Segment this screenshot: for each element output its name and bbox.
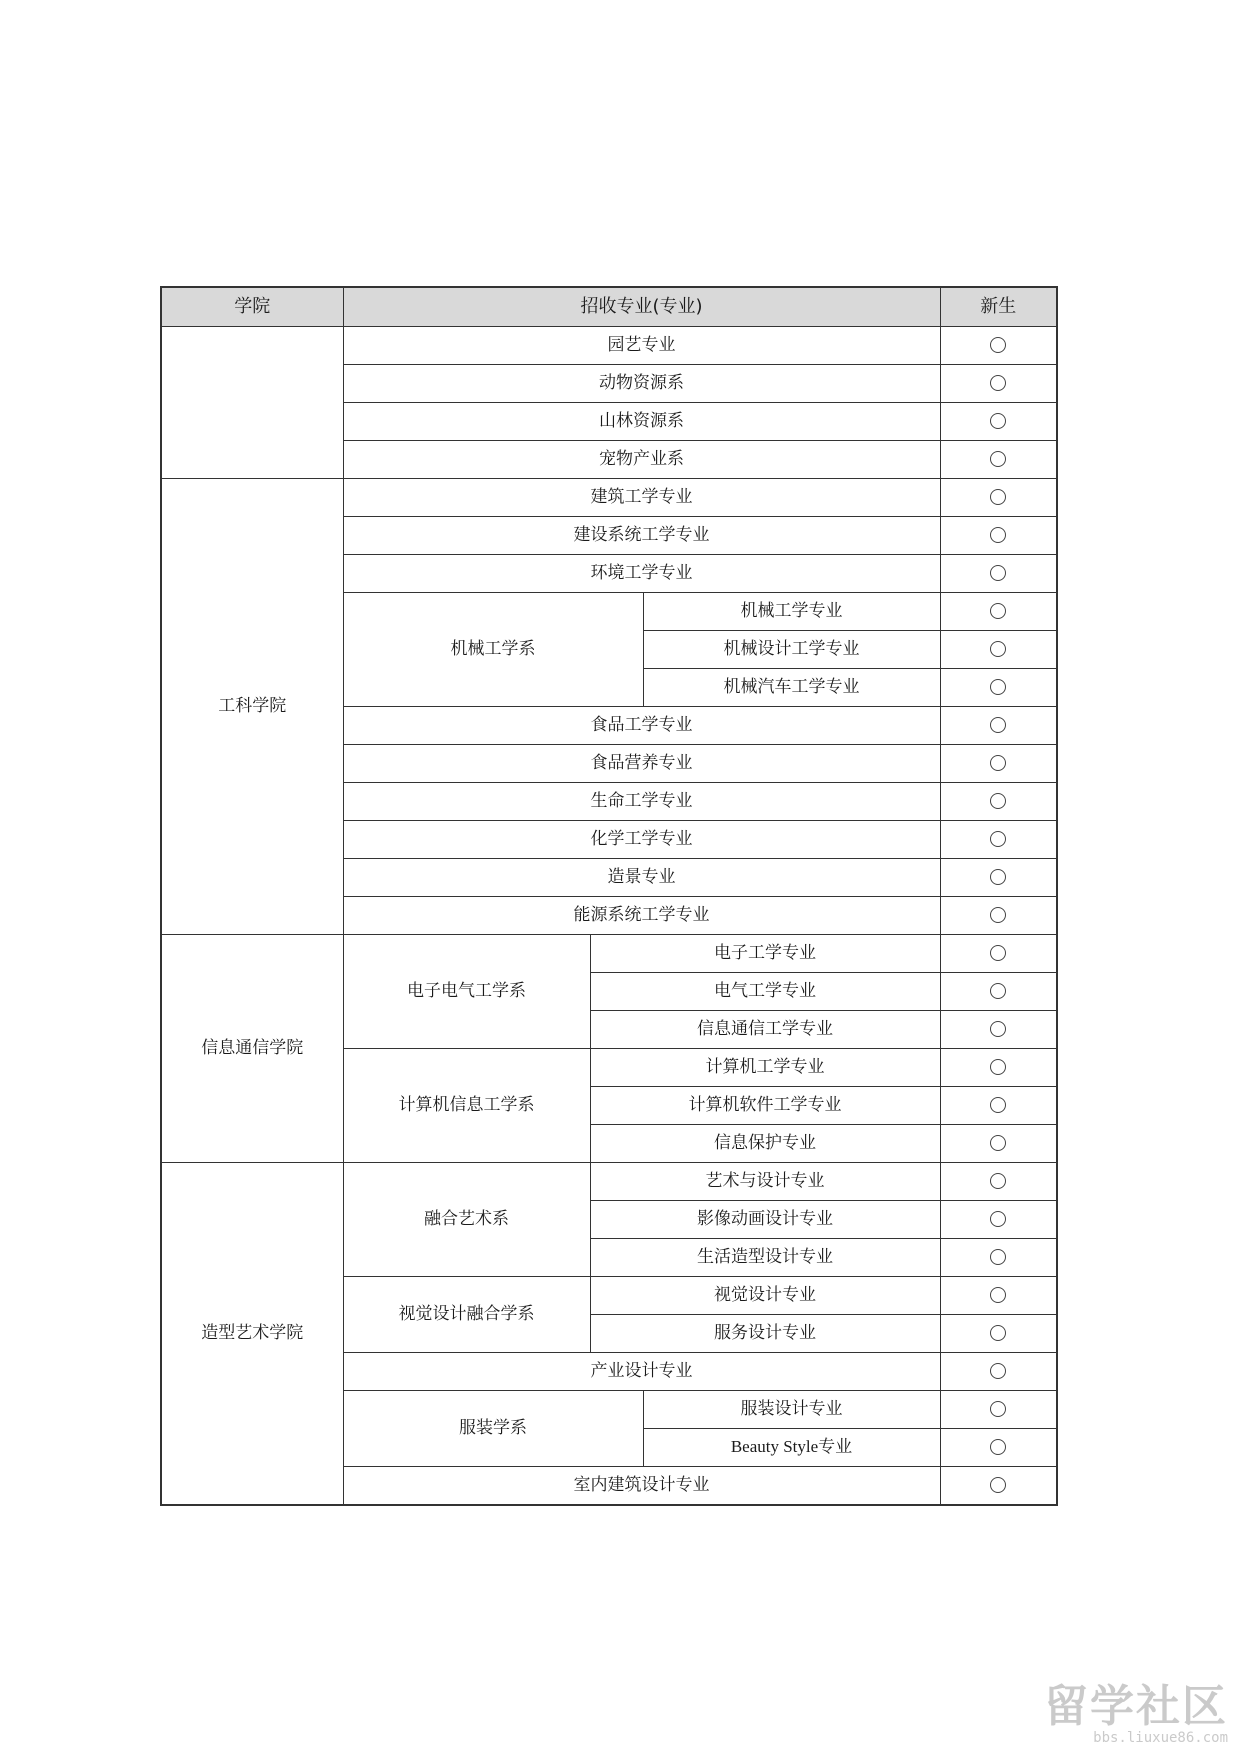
circle-mark-icon xyxy=(990,1439,1006,1455)
table-row xyxy=(161,1163,1057,1201)
header-college: 学院 xyxy=(161,287,343,327)
freshman-cell xyxy=(940,327,1057,365)
freshman-cell xyxy=(940,1201,1057,1239)
major-cell: 环境工学专业 xyxy=(343,555,940,593)
circle-mark-icon xyxy=(990,1135,1006,1151)
major-cell: 服装设计专业 xyxy=(643,1391,940,1429)
major-cell: 产业设计专业 xyxy=(343,1353,940,1391)
circle-mark-icon xyxy=(990,413,1006,429)
department-cell: 机械工学系 xyxy=(343,593,643,707)
circle-mark-icon xyxy=(990,375,1006,391)
freshman-cell xyxy=(940,1239,1057,1277)
circle-mark-icon xyxy=(990,1211,1006,1227)
circle-mark-icon xyxy=(990,717,1006,733)
college-cell: 工科学院 xyxy=(161,479,343,935)
major-latin-text: Beauty Style xyxy=(730,1437,819,1457)
major-cell: 生命工学专业 xyxy=(343,783,940,821)
department-cell: 融合艺术系 xyxy=(343,1163,590,1277)
circle-mark-icon xyxy=(990,565,1006,581)
major-cell: 食品工学专业 xyxy=(343,707,940,745)
freshman-cell xyxy=(940,593,1057,631)
department-cell: 服装学系 xyxy=(343,1391,643,1467)
header-row xyxy=(161,287,1057,327)
circle-mark-icon xyxy=(990,489,1006,505)
circle-mark-icon xyxy=(990,1401,1006,1417)
major-cell: 信息通信工学专业 xyxy=(590,1011,940,1049)
header-freshman: 新生 xyxy=(940,287,1057,327)
circle-mark-icon xyxy=(990,907,1006,923)
major-cell: 室内建筑设计专业 xyxy=(343,1467,940,1506)
circle-mark-icon xyxy=(990,1287,1006,1303)
freshman-cell xyxy=(940,935,1057,973)
department-cell: 计算机信息工学系 xyxy=(343,1049,590,1163)
major-cell: 计算机软件工学专业 xyxy=(590,1087,940,1125)
major-cell: 动物资源系 xyxy=(343,365,940,403)
major-cell: 化学工学专业 xyxy=(343,821,940,859)
major-cell: 机械汽车工学专业 xyxy=(643,669,940,707)
major-cell: 食品营养专业 xyxy=(343,745,940,783)
freshman-cell xyxy=(940,631,1057,669)
major-suffix-text: 专业 xyxy=(818,1437,853,1458)
major-cell: 计算机工学专业 xyxy=(590,1049,940,1087)
table-row xyxy=(161,327,1057,365)
freshman-cell xyxy=(940,669,1057,707)
freshman-cell xyxy=(940,1163,1057,1201)
freshman-cell xyxy=(940,821,1057,859)
major-cell: 建筑工学专业 xyxy=(343,479,940,517)
freshman-cell xyxy=(940,1391,1057,1429)
major-cell: 宠物产业系 xyxy=(343,441,940,479)
circle-mark-icon xyxy=(990,1021,1006,1037)
major-cell: 电气工学专业 xyxy=(590,973,940,1011)
major-cell: 建设系统工学专业 xyxy=(343,517,940,555)
major-cell: 机械工学专业 xyxy=(643,593,940,631)
freshman-cell xyxy=(940,1467,1057,1506)
major-cell: 园艺专业 xyxy=(343,327,940,365)
circle-mark-icon xyxy=(990,755,1006,771)
major-cell: 山林资源系 xyxy=(343,403,940,441)
freshman-cell xyxy=(940,897,1057,935)
freshman-cell xyxy=(940,365,1057,403)
circle-mark-icon xyxy=(990,1173,1006,1189)
freshman-cell xyxy=(940,707,1057,745)
major-cell: 机械设计工学专业 xyxy=(643,631,940,669)
college-cell-blank xyxy=(161,327,343,479)
college-cell: 造型艺术学院 xyxy=(161,1163,343,1506)
freshman-cell xyxy=(940,555,1057,593)
circle-mark-icon xyxy=(990,1363,1006,1379)
admission-table xyxy=(160,286,1058,1506)
freshman-cell xyxy=(940,1049,1057,1087)
freshman-cell xyxy=(940,1429,1057,1467)
freshman-cell xyxy=(940,783,1057,821)
circle-mark-icon xyxy=(990,945,1006,961)
circle-mark-icon xyxy=(990,679,1006,695)
circle-mark-icon xyxy=(990,793,1006,809)
major-cell: 造景专业 xyxy=(343,859,940,897)
freshman-cell xyxy=(940,441,1057,479)
freshman-cell xyxy=(940,1277,1057,1315)
major-cell: 影像动画设计专业 xyxy=(590,1201,940,1239)
circle-mark-icon xyxy=(990,1097,1006,1113)
freshman-cell xyxy=(940,1353,1057,1391)
watermark-logo xyxy=(1044,1670,1228,1746)
circle-mark-icon xyxy=(990,337,1006,353)
major-cell: 生活造型设计专业 xyxy=(590,1239,940,1277)
freshman-cell xyxy=(940,973,1057,1011)
circle-mark-icon xyxy=(990,603,1006,619)
major-cell: 艺术与设计专业 xyxy=(590,1163,940,1201)
department-cell: 视觉设计融合学系 xyxy=(343,1277,590,1353)
major-cell: 服务设计专业 xyxy=(590,1315,940,1353)
department-cell: 电子电气工学系 xyxy=(343,935,590,1049)
circle-mark-icon xyxy=(990,1249,1006,1265)
freshman-cell xyxy=(940,403,1057,441)
header-majors: 招收专业(专业) xyxy=(343,287,940,327)
freshman-cell xyxy=(940,479,1057,517)
freshman-cell xyxy=(940,1011,1057,1049)
circle-mark-icon xyxy=(990,1477,1006,1493)
circle-mark-icon xyxy=(990,869,1006,885)
college-cell: 信息通信学院 xyxy=(161,935,343,1163)
freshman-cell xyxy=(940,1125,1057,1163)
circle-mark-icon xyxy=(990,527,1006,543)
circle-mark-icon xyxy=(990,983,1006,999)
major-cell xyxy=(643,1429,940,1467)
freshman-cell xyxy=(940,859,1057,897)
freshman-cell xyxy=(940,745,1057,783)
freshman-cell xyxy=(940,1087,1057,1125)
watermark-url: bbs.liuxue86.com xyxy=(1093,1730,1228,1746)
major-cell: 电子工学专业 xyxy=(590,935,940,973)
circle-mark-icon xyxy=(990,831,1006,847)
circle-mark-icon xyxy=(990,1325,1006,1341)
circle-mark-icon xyxy=(990,1059,1006,1075)
major-cell: 能源系统工学专业 xyxy=(343,897,940,935)
table-row xyxy=(161,935,1057,973)
circle-mark-icon xyxy=(990,641,1006,657)
watermark-main: 留学社区 xyxy=(1044,1681,1228,1732)
circle-mark-icon xyxy=(990,451,1006,467)
freshman-cell xyxy=(940,517,1057,555)
freshman-cell xyxy=(940,1315,1057,1353)
table-row xyxy=(161,479,1057,517)
major-cell: 信息保护专业 xyxy=(590,1125,940,1163)
major-cell: 视觉设计专业 xyxy=(590,1277,940,1315)
